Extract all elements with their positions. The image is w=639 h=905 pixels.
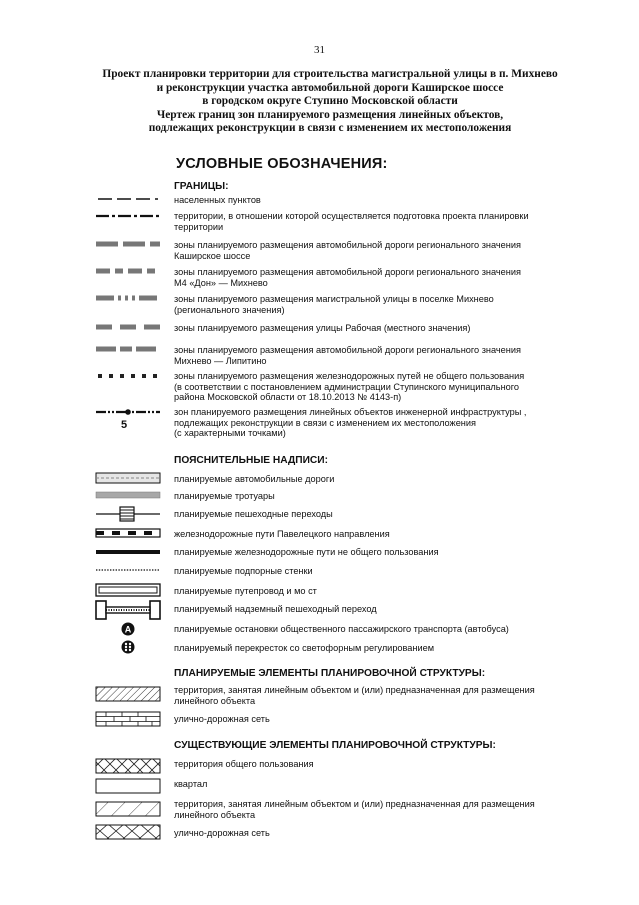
- page-number: 31: [314, 44, 325, 56]
- title-line: Чертеж границ зон планируемого размещения линейных объектов,: [156, 108, 504, 121]
- dash-dot-line-icon: [92, 210, 164, 222]
- hatched-dash-pair-icon: [92, 343, 164, 355]
- legend-item-explanatory: планируемые автомобильные дороги: [174, 474, 335, 484]
- square-dot-line-icon: [92, 370, 164, 382]
- title-line: в городском округе Ступино Московской области: [202, 95, 458, 108]
- legend-item-existing: квартал: [174, 779, 208, 789]
- legend-item-explanatory: планируемые тротуары: [174, 491, 275, 501]
- legend-item-boundary: населенных пунктов: [174, 195, 261, 205]
- legend-item-explanatory: планируемый надземный пешеходный переход: [174, 604, 377, 614]
- section-heading-existing: СУЩЕСТВУЮЩИЕ ЭЛЕМЕНТЫ ПЛАНИРОВОЧНОЙ СТРУКТУРЫ:: [174, 740, 496, 751]
- legend-item-existing: территория, занятая линейным объектом и (или) предназначенная для размещения линейного объекта: [174, 799, 535, 820]
- legend-title: УСЛОВНЫЕ ОБОЗНАЧЕНИЯ:: [176, 156, 388, 172]
- legend-item-explanatory: планируемые путепровод и мо ст: [174, 586, 317, 596]
- overpass-icon: [92, 583, 164, 595]
- hatched-dash-bar-icon: [92, 292, 164, 304]
- legend-item-explanatory: планируемые подпорные стенки: [174, 566, 313, 576]
- legend-item-boundary: территории, в отношении которой осуществляется подготовка проекта планировки территории: [174, 211, 529, 232]
- legend-item-boundary: зоны планируемого размещения магистральной улицы в поселке Михнево (регионального значения): [174, 294, 494, 315]
- hatched-dash-icon: [92, 238, 164, 250]
- legend-item-existing: территория общего пользования: [174, 759, 314, 769]
- road-icon: [92, 472, 164, 484]
- dash-line-icon: [92, 193, 164, 205]
- bus-stop-icon: [92, 622, 164, 636]
- title-line: Проект планировки территории для строительства магистральной улицы в п. Михнево: [102, 68, 558, 80]
- legend-item-boundary: зоны планируемого размещения автомобильной дороги регионального значения М4 «Дон» — Михнево: [174, 267, 521, 288]
- legend-item-explanatory: железнодорожные пути Павелецкого направления: [174, 529, 390, 539]
- legend-item-boundary: зоны планируемого размещения автомобильной дороги регионального значения Каширское шоссе: [174, 240, 521, 261]
- sidewalk-icon: [92, 489, 164, 501]
- section-heading-planned: ПЛАНИРУЕМЫЕ ЭЛЕМЕНТЫ ПЛАНИРОВОЧНОЙ СТРУКТУРЫ:: [174, 668, 486, 679]
- railway-icon: [92, 527, 164, 539]
- point-line-icon: [92, 406, 164, 418]
- bus-stop-letter: A: [124, 624, 132, 635]
- traffic-light-icon: [92, 640, 164, 654]
- sparse-diagonal-icon: [92, 801, 164, 817]
- legend-item-boundary: зоны планируемого размещения автомобильной дороги регионального значения Михнево — Липитино: [174, 345, 521, 366]
- hatched-dash-short-icon: [92, 265, 164, 277]
- legend-item-existing: улично-дорожная сеть: [174, 828, 270, 838]
- retaining-wall-icon: [92, 564, 164, 576]
- legend-item-explanatory: планируемые пешеходные переходы: [174, 509, 333, 519]
- section-heading-explanatory: ПОЯСНИТЕЛЬНЫЕ НАДПИСИ:: [174, 455, 328, 466]
- crosswalk-icon: [92, 507, 164, 519]
- empty-box-icon: [92, 778, 164, 794]
- characteristic-point-number: 5: [121, 419, 128, 431]
- rail-bold-icon: [92, 546, 164, 558]
- legend-item-explanatory: планируемый перекресток со светофорным регулированием: [174, 643, 435, 653]
- legend-item-boundary: зон планируемого размещения линейных объектов инженерной инфраструктуры , подлежащих реконструкции в связи с изменением их местоположения (с характерными точками): [174, 407, 527, 439]
- brick-hatch-icon: [92, 711, 164, 727]
- x-hatch-icon: [92, 824, 164, 840]
- hatched-dash-long-icon: [92, 321, 164, 333]
- title-line: и реконструкции участка автомобильной дороги Каширское шоссе: [156, 81, 504, 94]
- section-heading-boundaries: ГРАНИЦЫ:: [174, 181, 229, 192]
- legend-item-explanatory: планируемые остановки общественного пассажирского транспорта (автобуса): [174, 624, 509, 634]
- document-title: [40, 68, 620, 136]
- diagonal-hatch-icon: [92, 686, 164, 702]
- legend-item-boundary: зоны планируемого размещения железнодорожных путей не общего пользования (в соответствии с постановлением администрации Ступинского муниципального района Московской области от 18.10.2013 № 4143-п): [174, 371, 525, 403]
- legend-item-boundary: зоны планируемого размещения улицы Рабочая (местного значения): [174, 323, 471, 333]
- title-line: подлежащих реконструкции в связи с изменением их местоположения: [148, 122, 512, 135]
- legend-item-planned: улично-дорожная сеть: [174, 714, 270, 724]
- legend-item-planned: территория, занятая линейным объектом и (или) предназначенная для размещения линейного объекта: [174, 685, 535, 706]
- legend-item-explanatory: планируемые железнодорожные пути не общего пользования: [174, 547, 439, 557]
- cross-hatch-icon: [92, 758, 164, 774]
- footbridge-icon: [92, 600, 164, 620]
